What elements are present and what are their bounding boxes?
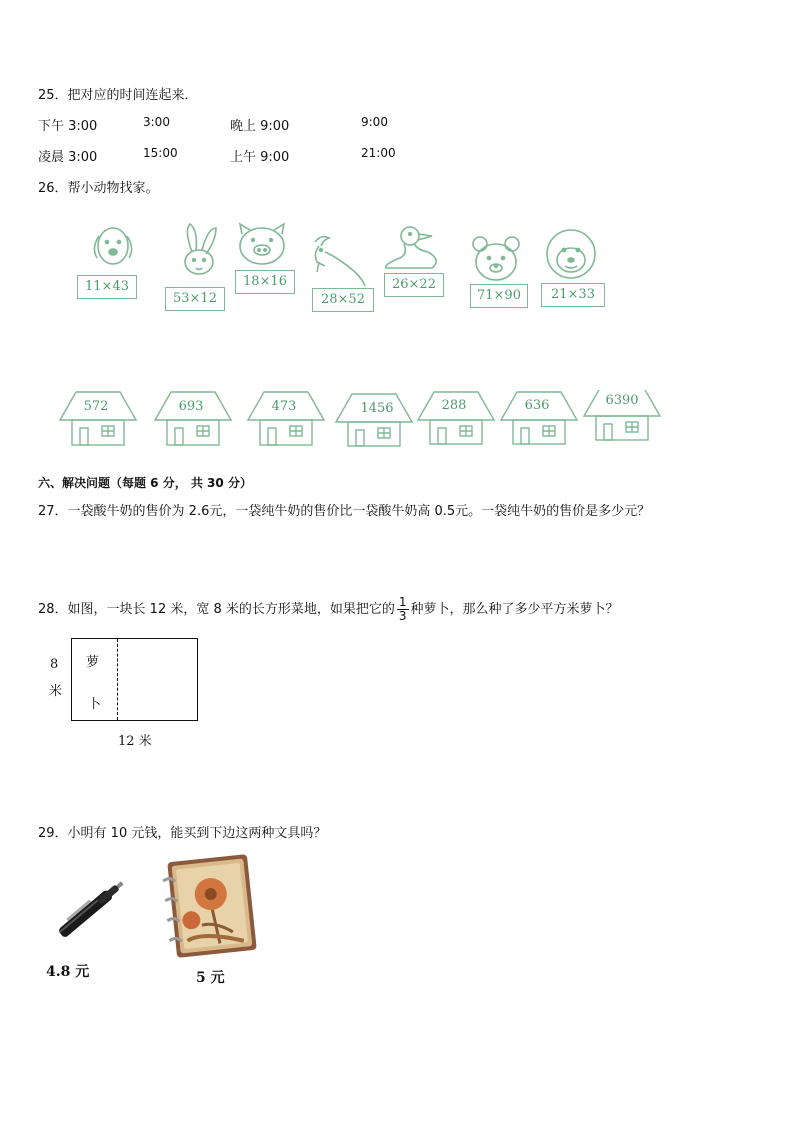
animal-card: 18×16 [235, 270, 295, 294]
house-number: 693 [178, 399, 204, 414]
house-number: 473 [271, 399, 297, 414]
height-label-2: 米 [49, 684, 63, 699]
price-pen: 4.8 元 [46, 964, 90, 980]
fraction [397, 596, 409, 623]
inner-label-2: 卜 [88, 697, 102, 712]
pig-icon [234, 222, 290, 268]
fraction-numerator: 1 [398, 595, 407, 609]
bear-icon [468, 234, 524, 284]
fraction-denominator: 3 [398, 609, 407, 623]
animal-card: 21×33 [541, 283, 605, 307]
q28-text [38, 596, 619, 623]
q28-text-after: 种萝卜，那么种了多少平方米萝卜？ [410, 602, 619, 617]
price-notebook: 5 元 [196, 970, 225, 986]
q27-text: 27．一袋酸牛奶的售价为 2.6元，一袋纯牛奶的售价比一袋酸牛奶高 0.5元。一袋纯牛奶的售价是多少元？ [38, 504, 651, 519]
inner-label-1: 萝 [86, 655, 100, 670]
divider-line [117, 639, 118, 720]
animal-card: 71×90 [470, 284, 528, 308]
duck-icon [380, 224, 448, 274]
dog-icon [85, 222, 141, 274]
monkey-icon [538, 228, 604, 284]
q25-title: 25．把对应的时间连起来． [38, 88, 198, 103]
q28-text-before: 28．如图，一块长 12 米，宽 8 米的长方形菜地，如果把它的 [38, 602, 395, 617]
house-number: 1456 [360, 401, 394, 416]
houses-drawing [58, 390, 678, 450]
width-label: 12 米 [118, 734, 152, 749]
goat-icon [305, 232, 373, 288]
house-number: 636 [524, 398, 550, 413]
section-title: 六、解决问题（每题 6 分， 共 30 分） [38, 476, 252, 490]
q25-r2-c3: 上午 9:00 [230, 150, 290, 165]
q25-r2-c2: 15:00 [143, 146, 178, 160]
rabbit-icon [170, 222, 228, 284]
height-label-1: 8 [50, 657, 59, 672]
q25-r2-c4: 21:00 [361, 146, 396, 160]
q25-r1-c3: 晚上 9:00 [230, 119, 290, 134]
animal-card: 11×43 [77, 275, 137, 299]
field-rectangle [71, 638, 198, 721]
house-number: 288 [441, 398, 467, 413]
animal-card: 26×22 [384, 273, 444, 297]
house-number: 572 [83, 399, 109, 414]
animal-card: 53×12 [165, 287, 225, 311]
q25-r2-c1: 凌晨 3:00 [38, 150, 98, 165]
pen-icon [44, 862, 140, 956]
q29-text: 29．小明有 10 元钱，能买到下边这两种文具吗？ [38, 826, 327, 841]
house-number: 6390 [605, 393, 639, 408]
q25-r1-c2: 3:00 [143, 115, 170, 129]
q25-r1-c1: 下午 3:00 [38, 119, 98, 134]
q25-r1-c4: 9:00 [361, 115, 388, 129]
q26-title: 26．帮小动物找家。 [38, 181, 159, 196]
notebook-icon [160, 852, 264, 960]
animal-card: 28×52 [312, 288, 374, 312]
